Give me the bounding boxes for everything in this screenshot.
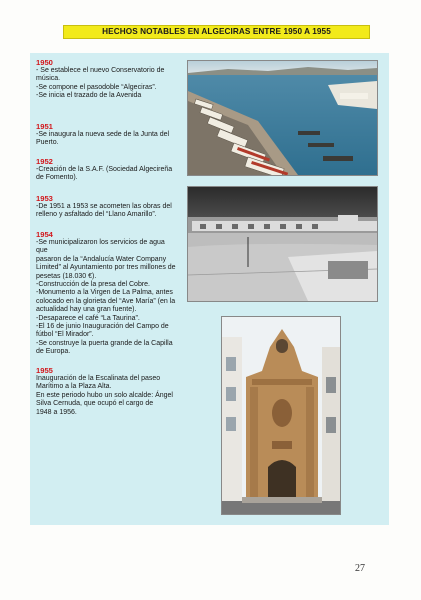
entry-text: -Creación de la S.A.F. (Sociedad Algecireña de Fomento). [36,166,173,182]
entry-1955 [36,366,178,417]
entry-text: -Se municipalizaron los servicios de agua que pasaron de la “Andalucía Water Company Limited” al Ayuntamiento por tres millones de pesetas (18.030 €). -Construcción de la presa del Cobre. -Monumento a la Virgen de La Palma, antes colocado en la glorieta del “Ave María” (en la actualidad hay una gran fuente). -Desaparece el café “La Taurina”. -El 16 de junio Inauguración del Campo de fútbol “El Mirador”. -Se construye la puerta grande de la Capilla de Europa. [36,239,176,356]
entry-1952 [36,157,178,183]
entry-text: - Se establece el nuevo Conservatorio de música. -Se compone el pasodoble “Algeciras”. -Se inicia el trazado de la Avenida [36,67,165,100]
harbour-photo-image [188,61,377,175]
entry-year: 1951 [36,122,53,131]
llano-amarillo-photo [187,186,378,302]
entry-1953 [36,194,178,220]
entry-year: 1953 [36,194,53,203]
harbour-photo [187,60,378,176]
entry-year: 1952 [36,157,53,166]
llano-amarillo-image [188,187,377,301]
entry-text: -De 1951 a 1953 se acometen las obras del relleno y asfaltado del “Llano Amarillo”. [36,203,172,219]
entry-1950 [36,58,178,101]
page-number: 27 [355,563,365,574]
entry-year: 1950 [36,58,53,67]
entry-year: 1954 [36,230,53,239]
entry-1954 [36,230,178,357]
capilla-europa-image [222,317,340,514]
entry-year: 1955 [36,366,53,375]
entry-1951 [36,122,178,148]
page-title: HECHOS NOTABLES EN ALGECIRAS ENTRE 1950 A 1955 [63,25,370,39]
entry-text: Inauguración de la Escalinata del paseo Marítimo a la Plaza Alta. En este periodo hubo un solo alcalde: Ángel Silva Cernuda, que ocupó el cargo de 1948 a 1956. [36,375,173,416]
capilla-europa-photo [221,316,341,515]
entry-text: -Se inaugura la nueva sede de la Junta del Puerto. [36,131,170,147]
